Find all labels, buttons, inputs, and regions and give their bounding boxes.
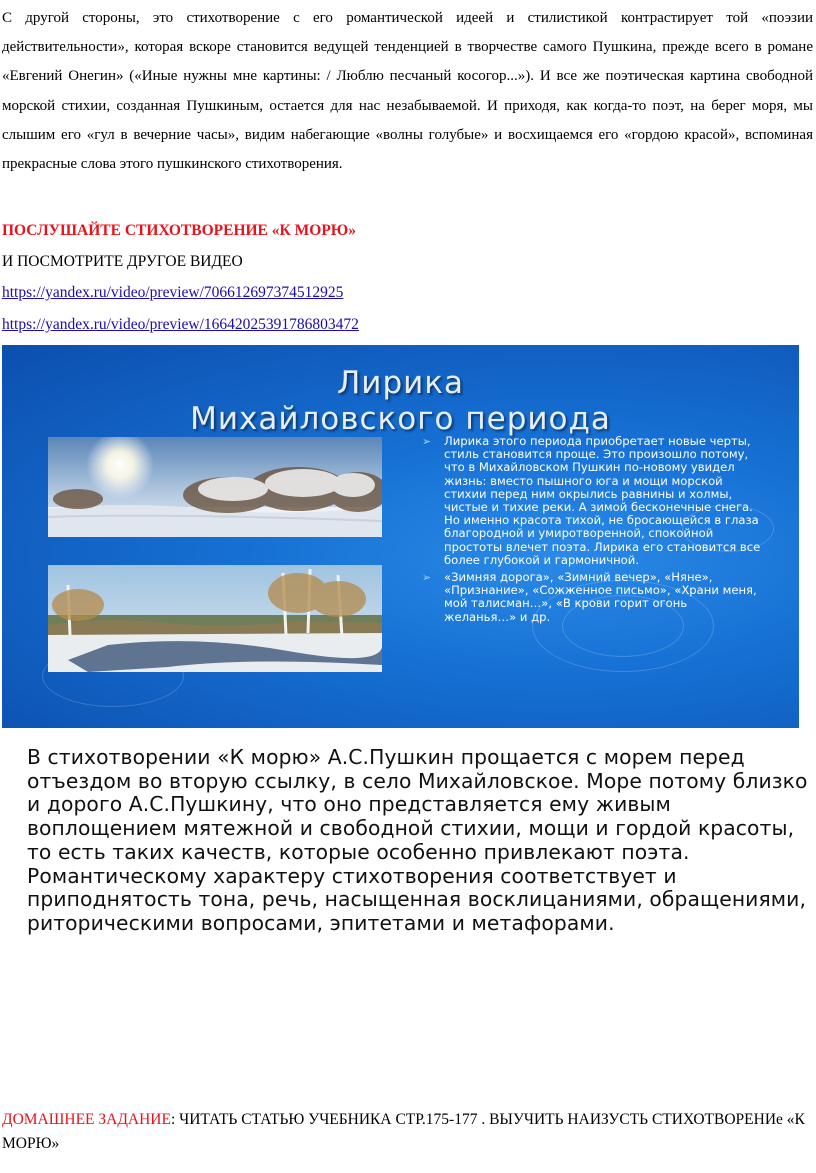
homework-label: ДОМАШНЕЕ ЗАДАНИЕ — [2, 1111, 171, 1128]
lyrics-slide — [2, 345, 799, 728]
homework-block — [2, 1108, 812, 1156]
video-link-1[interactable]: https://yandex.ru/video/preview/706612697374512925 — [2, 284, 344, 301]
listen-heading: ПОСЛУШАЙТЕ СТИХОТВОРЕНИЕ «К МОРЮ» — [2, 222, 356, 239]
poem-description-paragraph: В стихотворении «К морю» А.С.Пушкин прощается с морем перед отъездом во вторую ссылку, в село Михайловское. Море потому близко и дорого А.С.Пушкину, что оно представляется ему живым воплощением мятежной и свободной стихии, мощи и гордой красоты, то есть таких качеств, которые особенно привлекают поэта. Романтическому характеру стихотворения соответствует и приподнятость тона, речь, насыщенная восклицаниями, обращениями, риторическими вопросами, эпитетами и метафорами. — [27, 745, 808, 935]
slide-bullet-text: Лирика этого периода приобретает новые черты, стиль становится проще. Это произошло потому, что в Михайловском Пушкин по-новому увидел жизнь: вместо пышного юга и мощи морской стихии перед ним окрылись равнины и холмы, чистые и тихие реки. А зимой бесконечные снега. Но именно красота тихой, не бросающейся в глаза благородной и умиротворенной, спокойной простоты влечет поэта. Лирика его становится все более глубокой и гармоничной. — [444, 434, 761, 567]
slide-title-line2: Михайловского периода — [190, 401, 611, 437]
intro-paragraph: С другой стороны, это стихотворение с его романтической идеей и стилистикой контрастирует той «поэзии действительности», которая вскоре становится ведущей тенденцией в творчестве самого Пушкина, прежде всего в романе «Евгений Онегин» («Иные нужны мне картины: / Люблю песчаный косогор...»). И все же поэтическая картина свободной морской стихии, созданная Пушкиным, остается для нас незабываемой. И приходя, как когда-то поэт, на берег моря, мы слышим его «гул в вечерние часы», видим набегающие «волны голубые» и восхищаемся его «гордою красой», вспоминая прекрасные слова этого пушкинского стихотворения. — [2, 10, 813, 173]
slide-title-line1: Лирика — [336, 365, 464, 401]
winter-landscape-image — [48, 437, 382, 537]
watch-heading: И ПОСМОТРИТЕ ДРУГОЕ ВИДЕО — [2, 253, 243, 270]
homework-text: : ЧИТАТЬ СТАТЬЮ УЧЕБНИКА СТР.175-177 . ВЫУЧИТЬ НАИЗУСТЬ СТИХОТВОРЕНИе «К МОРЮ» — [2, 1111, 805, 1152]
slide-bullet-item — [422, 571, 762, 624]
slide-bullet-list — [422, 435, 762, 628]
slide-title — [2, 365, 799, 437]
slide-bullet-text: «Зимняя дорога», «Зимний вечер», «Няне», «Признание», «Сожженное письмо», «Храни меня, мой талисман…», «В крови горит огонь желанья…» и др. — [444, 570, 757, 624]
video-link-2[interactable]: https://yandex.ru/video/preview/16642025391786803472 — [2, 316, 359, 333]
spring-river-image — [48, 565, 382, 672]
arrow-bullet-icon: ➢ — [422, 435, 432, 448]
arrow-bullet-icon: ➢ — [422, 571, 432, 585]
slide-bullet-item — [422, 435, 762, 567]
